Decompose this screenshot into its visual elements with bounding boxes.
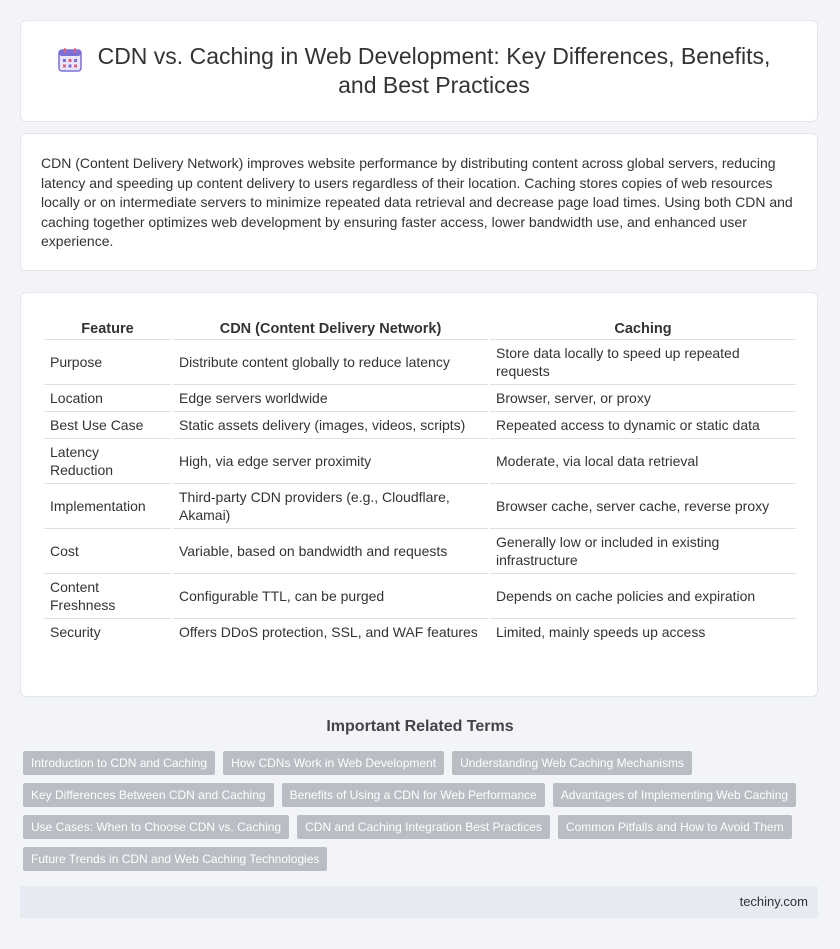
header-cdn: CDN (Content Delivery Network) — [173, 315, 488, 340]
comparison-table-card — [20, 292, 818, 697]
table-row — [44, 385, 796, 412]
table-cell: Third-party CDN providers (e.g., Cloudflare, Akamai) — [173, 484, 488, 529]
related-tag[interactable]: Common Pitfalls and How to Avoid Them — [558, 815, 792, 839]
related-tags-row — [23, 751, 700, 775]
related-tag[interactable]: Understanding Web Caching Mechanisms — [452, 751, 692, 775]
related-tag[interactable]: CDN and Caching Integration Best Practices — [297, 815, 550, 839]
table-row — [44, 529, 796, 574]
table-cell: Browser cache, server cache, reverse proxy — [490, 484, 796, 529]
table-cell: Purpose — [44, 340, 171, 385]
page-title: CDN vs. Caching in Web Development: Key Differences, Benefits, and Best Practices — [97, 43, 771, 98]
table-cell: Location — [44, 385, 171, 412]
table-cell: High, via edge server proximity — [173, 439, 488, 484]
intro-card — [20, 133, 818, 271]
table-row — [44, 619, 796, 645]
related-tag[interactable]: Advantages of Implementing Web Caching — [553, 783, 796, 807]
table-cell: Security — [50, 624, 101, 640]
table-cell: Implementation — [44, 484, 171, 529]
table-cell: Configurable TTL, can be purged — [173, 574, 488, 619]
related-tag[interactable]: Key Differences Between CDN and Caching — [23, 783, 274, 807]
related-tag[interactable]: Use Cases: When to Choose CDN vs. Caching — [23, 815, 289, 839]
related-tag[interactable]: Benefits of Using a CDN for Web Performance — [282, 783, 545, 807]
table-row — [44, 574, 796, 619]
header-card — [20, 20, 818, 122]
related-tag[interactable]: How CDNs Work in Web Development — [223, 751, 444, 775]
header-caching: Caching — [490, 315, 796, 340]
related-tags-row — [23, 815, 800, 839]
table-cell: Best Use Case — [44, 412, 171, 439]
table-cell: Offers DDoS protection, SSL, and WAF features — [179, 624, 478, 640]
table-row — [44, 484, 796, 529]
footer — [20, 886, 818, 918]
related-tag[interactable]: Future Trends in CDN and Web Caching Technologies — [23, 847, 327, 871]
table-cell: Generally low or included in existing infrastructure — [490, 529, 796, 574]
table-row — [44, 412, 796, 439]
intro-paragraph: CDN (Content Delivery Network) improves website performance by distributing content across global servers, reducing latency and speeding up content delivery to users regardless of their location. Caching stores copies of web resources locally or on intermediate servers to minimize repeated data retrieval and decrease page load times. Using both CDN and caching together optimizes web development by ensuring faster access, lower bandwidth use, and enhanced user experience. — [41, 155, 793, 250]
table-cell: Distribute content globally to reduce latency — [173, 340, 488, 385]
table-cell: Repeated access to dynamic or static data — [490, 412, 796, 439]
related-terms-title: Important Related Terms — [326, 718, 514, 735]
related-tags-row — [23, 847, 335, 871]
footer-brand[interactable]: techiny.com — [739, 894, 808, 909]
table-cell: Static assets delivery (images, videos, scripts) — [173, 412, 488, 439]
table-cell: Browser, server, or proxy — [490, 385, 796, 412]
table-cell: Moderate, via local data retrieval — [490, 439, 796, 484]
table-cell: Cost — [44, 529, 171, 574]
table-row — [44, 439, 796, 484]
table-cell: Edge servers worldwide — [173, 385, 488, 412]
related-tags-row — [23, 783, 804, 807]
related-tag[interactable]: Introduction to CDN and Caching — [23, 751, 215, 775]
table-cell: Depends on cache policies and expiration — [490, 574, 796, 619]
table-row — [44, 340, 796, 385]
table-cell: Limited, mainly speeds up access — [496, 624, 706, 640]
header-feature: Feature — [44, 315, 171, 340]
table-cell: Store data locally to speed up repeated requests — [490, 340, 796, 385]
table-header-row — [44, 315, 796, 340]
table-cell: Content Freshness — [44, 574, 171, 619]
table-cell: Variable, based on bandwidth and requests — [173, 529, 488, 574]
comparison-table — [42, 315, 798, 645]
table-cell: Latency Reduction — [44, 439, 171, 484]
